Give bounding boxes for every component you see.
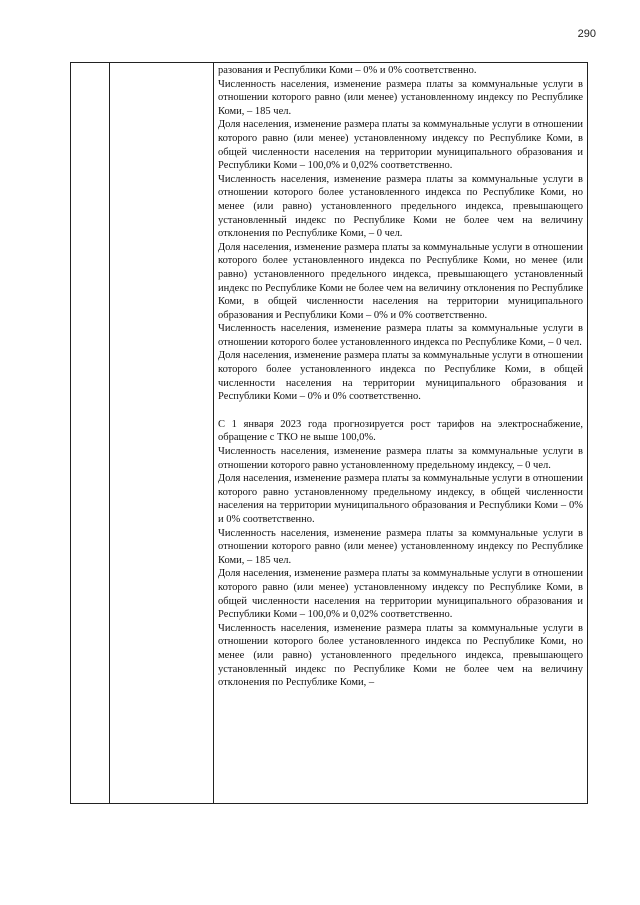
paragraph: С 1 января 2023 года прогнозируется рост тарифов на электроснабжение, обращение с ТКО не выше 100,0%. [218,418,583,444]
content-table [70,62,588,804]
paragraph: Численность населения, изменение размера платы за коммунальные услуги в отношении которого равно установленному предельному индексу, – 0 чел. [218,446,583,471]
paragraph: Доля населения, изменение размера платы за коммунальные услуги в отношении которого более установленного индекса по Республике Коми, но менее (или равно) установленного предельного индекса, превышающего установленный индекс по Республике Коми не более чем на величину отклонения по Республике Коми, в общей численности населения на территории муниципального образования и Республики Коми – 0% и 0% соответственно. [218,241,583,321]
page-number: 290 [577,28,596,40]
paragraph: Доля населения, изменение размера платы за коммунальные услуги в отношении которого равно установленному предельному индексу, в общей численности населения на территории муниципального образования и Республики Коми – 0% и 0% соответственно. [218,473,583,525]
paragraph: Численность населения, изменение размера платы за коммунальные услуги в отношении которого равно (или менее) установленному индексу по Республике Коми, – 185 чел. [218,527,583,566]
paragraph: Доля населения, изменение размера платы за коммунальные услуги в отношении которого более установленного индекса по Республике Коми, в общей численности населения на территории муниципального образования и Республики Коми – 0% и 0% соответственно. [218,350,583,403]
paragraph: Численность населения, изменение размера платы за коммунальные услуги в отношении которого более установленного индекса по Республике Коми, но менее (или равно) установленного предельного индекса, превышающего установленный индекс по Республике Коми не более чем на величину отклонения по Республике Коми, – 0 чел. [218,173,583,240]
column-divider-1 [109,63,110,803]
text-cell [214,64,587,803]
paragraph: Доля населения, изменение размера платы за коммунальные услуги в отношении которого равно (или менее) установленному индексу по Республике Коми, в общей численности населения на территории муниципального образования и Республики Коми – 100,0% и 0,02% соответственно. [218,568,583,621]
paragraph: Численность населения, изменение размера платы за коммунальные услуги в отношении которого более установленного индекса по Республике Коми, но менее (или равно) установленного предельного индекса, превышающего установленный индекс по Республике Коми не более чем на величину отклонения по Республике Коми, – [218,622,583,689]
paragraph: Доля населения, изменение размера платы за коммунальные услуги в отношении которого равно (или менее) установленному индексу по Республике Коми, в общей численности населения на территории муниципального образования и Республики Коми – 100,0% и 0,02% соответственно. [218,119,583,172]
paragraph: Численность населения, изменение размера платы за коммунальные услуги в отношении которого более установленного индекса по Республике Коми, – 0 чел. [218,323,583,348]
paragraph: Численность населения, изменение размера платы за коммунальные услуги в отношении которого равно (или менее) установленному индексу по Республике Коми, – 185 чел. [218,78,583,117]
paragraph: разования и Республики Коми – 0% и 0% соответственно. [218,65,477,76]
